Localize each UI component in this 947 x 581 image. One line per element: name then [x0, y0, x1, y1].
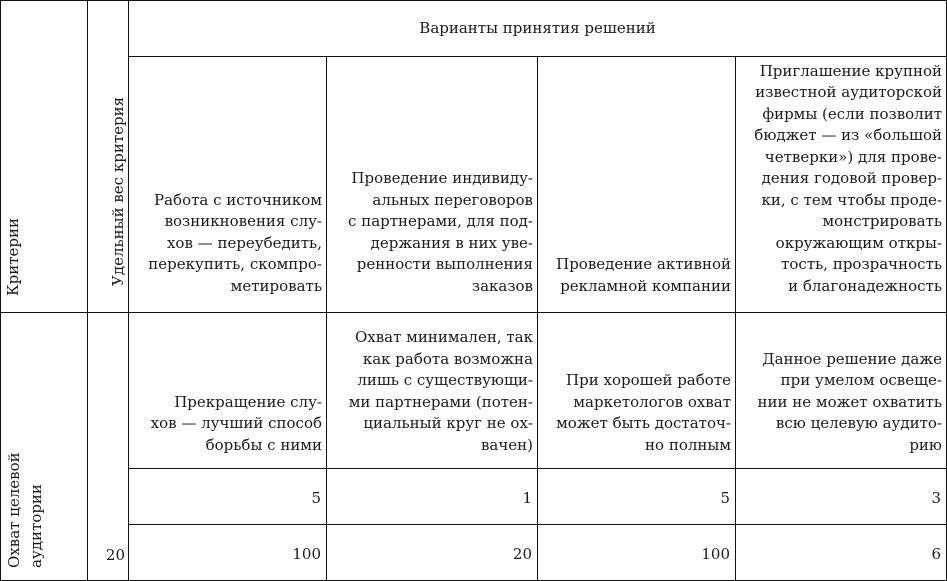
text-line: Приглашение крупной [759, 61, 942, 80]
text-line: как работа возможна [362, 349, 533, 368]
grid-line [128, 524, 947, 525]
text-line: альных переговоров [372, 190, 533, 209]
text-line: маркетологов охват [573, 392, 731, 411]
criterion-weight: 20 [105, 546, 125, 564]
text-line: окружающим откры- [775, 233, 942, 252]
score-cell-3: 5 [720, 489, 730, 507]
option-header-2 [327, 57, 537, 297]
text-line: может быть достаточ- [556, 414, 731, 432]
weighted-score-cell-3: 100 [701, 545, 730, 563]
description-3 [538, 313, 735, 456]
text-line: четверки») для прове- [764, 147, 942, 166]
text-line: вачен) [480, 435, 533, 454]
text-line: нии не может охватить [757, 392, 942, 411]
option-header-1 [128, 57, 326, 297]
description-4 [736, 313, 946, 456]
text-line: Охват целевой [5, 452, 23, 568]
text-line: хов — переубедить, [166, 233, 322, 252]
text-line: Данное решение даже [762, 349, 942, 368]
text-line: известной аудиторской [755, 83, 942, 101]
text-line: при умелом освеще- [780, 371, 942, 389]
grid-line [0, 0, 947, 1]
text-line: Охват минимален, так [354, 328, 533, 346]
option-header-3 [538, 57, 735, 297]
criteria-header: Критерии [4, 218, 22, 296]
text-line: лишь с существующи- [357, 371, 533, 389]
text-line: всю целевую аудито- [775, 414, 942, 432]
grid-line [128, 468, 947, 469]
text-line: Проведение индивиду- [351, 169, 533, 187]
text-line: и благонадежность [788, 276, 942, 295]
text-line: держания в них уве- [370, 233, 533, 252]
weighted-score-cell-4: 6 [931, 545, 941, 563]
text-line: борьбы с ними [205, 435, 322, 454]
text-line: аудитории [26, 484, 45, 568]
grid-line [0, 0, 1, 581]
description-2 [327, 313, 537, 456]
description-1 [128, 313, 326, 456]
text-line: с партнерами, для под- [348, 212, 533, 230]
text-line: рекламной компании [560, 276, 731, 295]
weight-header: Удельный вес критерия [109, 96, 127, 286]
grid-line [87, 0, 88, 581]
score-cell-4: 3 [931, 489, 941, 507]
text-line: тость, прозрачность [781, 255, 942, 273]
text-line: Прекращение слу- [174, 392, 322, 411]
weighted-score-cell-1: 100 [292, 545, 321, 563]
text-line: Работа с источником [154, 190, 322, 209]
text-line: Проведение активной [556, 255, 731, 273]
text-line: возникновения слу- [164, 212, 322, 230]
text-line: заказов [471, 276, 533, 295]
text-line: циальный круг не ох- [363, 414, 533, 432]
text-line: ренности выполнения [356, 255, 533, 273]
text-line: бюджет — из «большой [754, 126, 942, 144]
text-line: рию [909, 435, 942, 454]
text-line: хов — лучший способ [150, 414, 322, 432]
score-cell-1: 5 [311, 489, 321, 507]
text-line: метировать [230, 276, 322, 295]
score-cell-2: 1 [522, 489, 532, 507]
option-header-4 [736, 57, 946, 297]
text-line: монстрировать [822, 212, 942, 230]
variants-header: Варианты принятия решений [419, 19, 656, 37]
text-line: При хорошей работе [566, 371, 731, 389]
text-line: но полным [645, 435, 731, 454]
text-line: фирмы (если позволит [762, 104, 942, 123]
text-line: ми партнерами (потен- [348, 392, 533, 411]
criterion-name [4, 452, 47, 568]
weighted-score-cell-2: 20 [512, 545, 532, 563]
text-line: ки, с тем чтобы проде- [761, 190, 942, 209]
text-line: перекупить, скомпро- [148, 255, 322, 273]
text-line: дения годовой провер- [761, 169, 942, 187]
